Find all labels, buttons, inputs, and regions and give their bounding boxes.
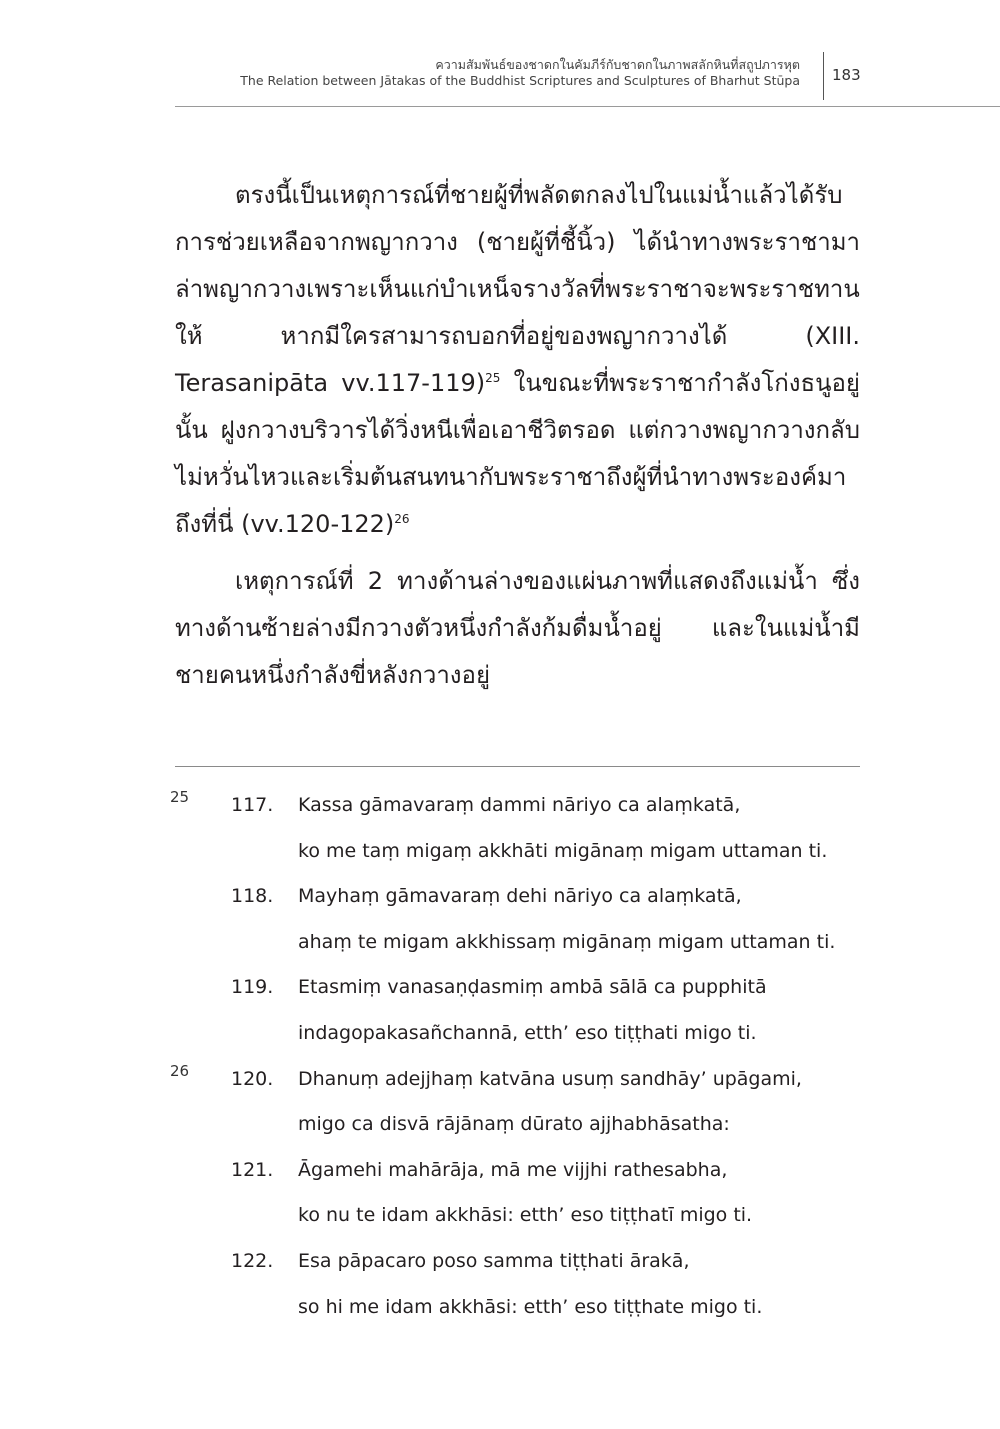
verse-line bbox=[170, 920, 870, 966]
verse-line bbox=[170, 783, 870, 829]
verse-text: ko me taṃ migaṃ akkhāti migānaṃ migam uttaman ti. bbox=[298, 839, 828, 862]
verse-line bbox=[170, 1011, 870, 1057]
verse-line bbox=[170, 1057, 870, 1103]
footnote-ref-26[interactable]: 26 bbox=[394, 512, 410, 526]
verse-text: Esa pāpacaro poso samma tiṭṭhati ārakā, bbox=[298, 1249, 690, 1272]
verse-line bbox=[170, 965, 870, 1011]
verse-line bbox=[170, 829, 870, 875]
paragraph-1-continued: ในขณะที่พระราชากำลังโก่งธนูอยู่นั้น ฝูงกวางบริวารได้วิ่งหนีเพื่อเอาชีวิตรอด แต่กวางพญากวางกลับไม่หวั่นไหวและเริ่มต้นสนทนากับพระราชาถึงผู้ที่นำทางพระองค์มาถึงที่นี่ (vv.120-122) bbox=[175, 369, 860, 538]
verse-number: 121. bbox=[231, 1158, 274, 1181]
verse-text: ahaṃ te migam akkhissaṃ migānaṃ migam uttaman ti. bbox=[298, 930, 836, 953]
verse-text: ko nu te idam akkhāsi: etth’ eso tiṭṭhatī migo ti. bbox=[298, 1204, 753, 1227]
paragraph-1 bbox=[175, 172, 860, 548]
verse-text: migo ca disvā rājānaṃ dūrato ajjhabhāsatha: bbox=[298, 1113, 730, 1136]
verse-number: 118. bbox=[231, 885, 274, 908]
paragraph-1-text: ตรงนี้เป็นเหตุการณ์ที่ชายผู้ที่พลัดตกลงไปในแม่น้ำแล้วได้รับการช่วยเหลือจากพญากวาง (ชายผู้ที่ชี้นิ้ว) ได้นำทางพระราชามาล่าพญากวางเพราะเห็นแก่บำเหน็จรางวัลที่พระราชาจะพระราชทานให้ หากมีใครสามารถบอกที่อยู่ของพญากวางได้ (XIII. Terasanipāta vv.117-119) bbox=[175, 181, 860, 397]
verse-text: Āgamehi mahārāja, mā me vijjhi rathesabha, bbox=[298, 1158, 728, 1181]
verse-text: Kassa gāmavaraṃ dammi nāriyo ca alaṃkatā, bbox=[298, 794, 741, 816]
footnote-25 bbox=[170, 783, 870, 1057]
header-title-english: The Relation between Jātakas of the Buddhist Scriptures and Sculptures of Bharhut Stūpa bbox=[240, 73, 800, 88]
verse-line bbox=[170, 1193, 870, 1239]
verse-number: 120. bbox=[231, 1067, 274, 1090]
running-header bbox=[175, 52, 1000, 107]
verse-number: 117. bbox=[231, 794, 274, 816]
verse-line bbox=[170, 1102, 870, 1148]
verse-line bbox=[170, 1285, 870, 1331]
footnote-ref-25[interactable]: 25 bbox=[485, 371, 501, 385]
footnote-marker: 26 bbox=[170, 1061, 190, 1080]
header-titles bbox=[240, 57, 800, 89]
paragraph-2: เหตุการณ์ที่ 2 ทางด้านล่างของแผ่นภาพที่แสดงถึงแม่น้ำ ซึ่งทางด้านซ้ายล่างมีกวางตัวหนึ่งกำลังก้มดื่มน้ำอยู่ และในแม่น้ำมีชายคนหนึ่งกำลังขี่หลังกวางอยู่ bbox=[175, 567, 860, 689]
verse-number: 119. bbox=[231, 976, 274, 999]
verse-line bbox=[170, 1148, 870, 1194]
footnotes bbox=[170, 783, 870, 1330]
verse-text: Dhanuṃ adejjhaṃ katvāna usuṃ sandhāy’ upāgami, bbox=[298, 1067, 802, 1090]
footnote-26 bbox=[170, 1057, 870, 1331]
body-text bbox=[175, 172, 860, 709]
verse-text: Etasmiṃ vanasaṇḍasmiṃ ambā sālā ca pupphitā bbox=[298, 976, 767, 999]
header-divider bbox=[823, 52, 824, 100]
page-number: 183 bbox=[832, 66, 861, 84]
footnote-rule bbox=[175, 766, 860, 767]
verse-line bbox=[170, 874, 870, 920]
verse-text: indagopakasañchannā, etth’ eso tiṭṭhati migo ti. bbox=[298, 1021, 757, 1044]
verse-line bbox=[170, 1239, 870, 1285]
verse-text: Mayhaṃ gāmavaraṃ dehi nāriyo ca alaṃkatā, bbox=[298, 885, 742, 908]
footnote-marker: 25 bbox=[170, 788, 190, 806]
verse-number: 122. bbox=[231, 1249, 274, 1272]
header-title-thai: ความสัมพันธ์ของชาดกในคัมภีร์กับชาดกในภาพสลักหินที่สถูปภารหุต bbox=[435, 57, 800, 72]
verse-text: so hi me idam akkhāsi: etth’ eso tiṭṭhate migo ti. bbox=[298, 1295, 763, 1318]
